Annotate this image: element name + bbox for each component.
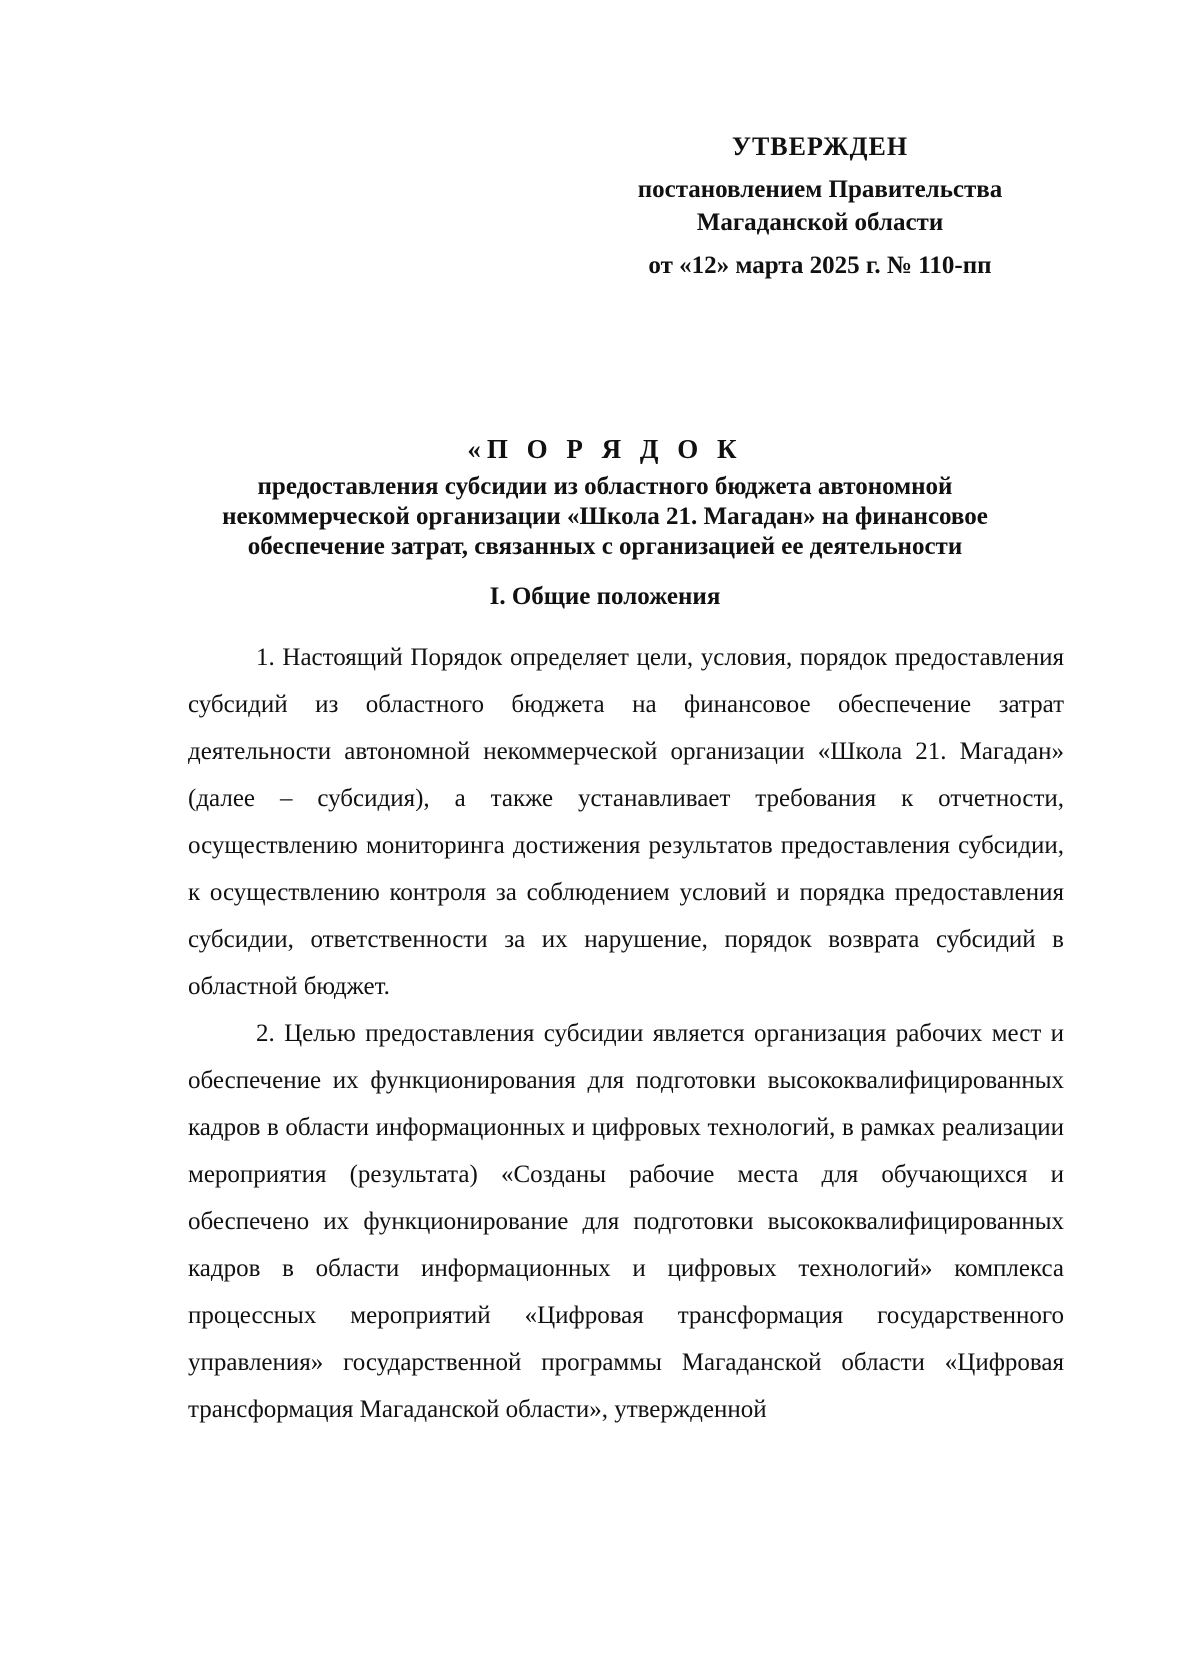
approval-stamp-block: [600, 130, 1040, 282]
document-subtitle-line-2: некоммерческой организации «Школа 21. Магадан» на финансовое: [222, 503, 988, 530]
paragraph-2: 2. Целью предоставления субсидии является организация рабочих мест и обеспечение их функционирования для подготовки высококвалифицированных кадров в области информационных и цифровых технологий, в рамках реализации мероприятия (результата) «Созданы рабочие места для обучающихся и обеспечено их функционирование для подготовки высококвалифицированных кадров в области информационных и цифровых технологий» комплекса процессных мероприятий «Цифровая трансформация государственного управления» государственной программы Магаданской области «Цифровая трансформация Магаданской области», утвержденной: [188, 1020, 1064, 1423]
section-title: I. Общие положения: [489, 583, 721, 610]
document-body: [188, 634, 1064, 1433]
document-header: [140, 432, 1070, 612]
document-subtitle-line-3: обеспечение затрат, связанных с организацией ее деятельности: [247, 533, 963, 560]
decree-line-1: постановлением Правительства: [637, 176, 1003, 203]
decree-date: от «12» марта 2025 г. № 110-пп: [648, 252, 992, 279]
document-subtitle-line-1: предоставления субсидии из областного бюджета автономной: [257, 473, 953, 500]
approval-title: УТВЕРЖДЕН: [731, 132, 909, 161]
document-heading: «П О Р Я Д О К: [467, 434, 743, 464]
decree-line-2: Магаданской области: [696, 209, 944, 236]
paragraph-1: 1. Настоящий Порядок определяет цели, условия, порядок предоставления субсидий из областного бюджета на финансовое обеспечение затрат деятельности автономной некоммерческой организации «Школа 21. Магадан» (далее – субсидия), а также устанавливает требования к отчетности, осуществлению мониторинга достижения результатов предоставления субсидии, к осуществлению контроля за соблюдением условий и порядка предоставления субсидии, ответственности за их нарушение, порядок возврата субсидий в областной бюджет.: [188, 644, 1064, 1000]
